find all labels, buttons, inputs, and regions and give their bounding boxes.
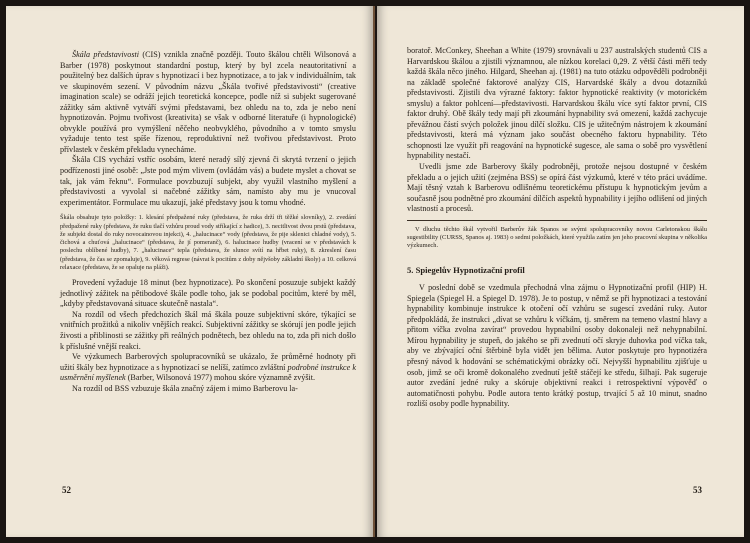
scale-items-small-print: Škála obsahuje tyto položky: 1. klesání předpažené ruky (představa, že ruka drží tři těžké slovníky), 2. zvedání předpažené ruky (představa, že ruku tlačí vzhůru proud vody stříkající z hadice), 3. necitlivost dvou prstů (představa, že subjekt dostal do ruky novocainovou injekci), 4. „halucinace“ vody (představa, že pije sklenici chladné vody), 5. čichová a chuťová „halucinace“ (představa, že jí pomeranč), 6. halucinace hudby (vracení se v představách k poslechu oblíbené hudby), 7. „halucinace“ tepla (představa, že slunce svítí na hřbet ruky), 8. zkreslení času (představa, že čas se zpomaluje), 9. věková regrese (návrat k pocitům z doby nějvšoby základní školy) a 10. celková relaxace (představa, že se opaluje na pláži).: [60, 214, 356, 271]
italic-term: Škála představivosti: [72, 50, 139, 59]
book-spread: [6, 6, 744, 537]
right-paragraph-3: V poslední době se vzedmula přechodná vlna zájmu o Hypnotizační profil (HIP) H. Spiegela (Spiegel H. a Spiegel D. 1978). Je to postup, v němž se při hypnotizaci a testování hypnability kombinuje instrukce k otočení očí vzhůru se sugescí zvedání ruky. Autor předpokládá, že instrukci „dívat se vzhůru k víčkám, tj. směrem na temeno vlastní hlavy a přitom víčka zvolna zavírat“ provedou hypnabilní osoby dokonaleji než nehypnabilní. Mírou hypnability je stupeň, do jakého se při zvednutí očí skryje duhovka pod víčka tak, aby ve zbývající oční štěrbině byla vidět jen bělima. Autor poskytuje pro hypnotizéra přesný návod k hodování se schématickými obrázky očí. Nejvyšší hypnabilitu zjišťuje u osob, jimž se oči kromě dokonalého zvednutí ještě stáčejí ke středu, šilhají. Pak sugeruje autor zvedání jedné ruky a skóruje objektivní reakci i retrospektivní výpověď o automatičnosti pohybu. Podle autora tento krátký postup, trvající 5 až 10 minut, snadno rozliší osoby podle hypnability.: [407, 283, 707, 409]
left-paragraph-4: Na rozdíl od všech předchozích škál má škála pouze subjektivní skóre, týkající se vnitřních prožitků a nikoliv vnějších reakcí. Subjektivní zážitky se skórují jen podle jejich živosti a přiblinosti se zážitky při reálných podnětech, bez ohledu na to, zda při nich došlo k příslušné vnější reakci.: [60, 309, 356, 351]
page-number: 52: [62, 485, 71, 495]
right-paragraph-2: Uvedli jsme zde Barberovy škály podrobněji, protože nejsou dostupné v českém překladu a o jejich užití (zejména BSS) se opírá část výzkumů, které v této práci uvádíme. Mají těsný vztah k Barberovu odlišnému teoretickému přístupu k hypnotickým jevům a současně jsou podnětné pro zkoumání dílčích aspektů hypnability i jejího odlišení od jiných vlastností a procesů.: [407, 162, 707, 214]
section-heading: 5. Spiegelův Hypnotizační profil: [407, 264, 525, 275]
paragraph-text: (Barber, Wilsonová 1977) mohou skóre významně zvýšit.: [125, 373, 316, 383]
left-paragraph-3: Provedení vyžaduje 18 minut (bez hypnotizace). Po skončení posuzuje subjekt každý jednotlivý zážitek na pětibodové škále podle toho, jak se podobal pocitům, které by měl, „kdyby představovaná situace skutečně nastala“.: [60, 278, 356, 309]
paragraph-text: Ve výzkumech Barberových spolupracovníků se ukázalo, že průměrné hodnoty při užití škály bez hypnotizace a s hypnotizací se nelíší, zatímco zvláštní: [60, 352, 356, 372]
right-page: [377, 6, 744, 537]
left-page-text: [60, 50, 356, 394]
right-page-text: [407, 46, 707, 410]
italic-term: podrobné instrukce k usměrnění myšlenek: [60, 362, 356, 383]
paragraph-text: Škála CIS vychází vstříc osobám, které neradý sílý zjevná či skrytá tvrzení o jejich podřízenosti jiné osobě: „Jste pod mým vlivem (ovládám vás) a budete myslet a chovat se tak, jak vám řeknu“. Formulace povzbuzují subjekt, aby využil vlastního myšlení a představivosti a vyvolal si načebné zážitky sám, namísto aby mu je vnucoval experimentátor. Formulace mu ukazují, jaké představy jsou k tomu vhodné.: [60, 155, 356, 207]
paragraph-text: (CIS) vznikla značně později. Touto škálou chtěli Wilsonová a Barber (1978) poskytnout standardní postup, který by byl zcela neautoritativní a použitelný bez dalších úprav s hypnotizací i bez hypnotizace, a to jak v individuálním, tak ve skupinovém sezení. V původním názvu „Škála tvořivé představivosti“ (creative imagination scale) se odráží jejich teoretická koncepce, podle níž si subjekt sugerované zážitky sám aktivně vytváří svými představami, bez ohledu na to, zda je nebo není hypnotizován. Pojmu tvořivost (kreativita) se však v odborné literatuře (i hypnologické) obvykle používá pro vymýšlení něčeho neobvyklého, původního a v tomto smyslu vyžaduje tento test spíše řízenou, reproduktivní než tvořivou představivost. Proto přívlastek v českém překladu vynecháme.: [60, 50, 356, 154]
left-page: [6, 6, 373, 537]
footnote-rule: [407, 220, 707, 221]
right-paragraph-1: boratoř. McConkey, Sheehan a White (1979) srovnávali u 237 australských studentů CIS a Harvardskou škálou a zjistili významnou, ale nízkou korelaci 0,29. Z větší části měří tedy každá škála něco jiného. Hilgard, Sheehan aj. (1981) na tuto otázku odpověděli podrobněji na základě společné faktorové analýzy CIS, Harvardské škály a dvou dotazníků představivosti. Zjistili dva výrazné faktory: faktor hypnotické reaktivity (v motorickém smyslu) a faktor pohlcení—představivosti. Harvardskou škálu více sytí faktor první, CIS faktor druhý. Obě škály tedy mají při zkoumání hypnability svá omezení, každá zachycuje převážnou částí svých položek jinou dílčí složku. CIS je užitečným nástrojem k zkoumání představivosti, která má význam jako součást obecného faktoru hypnability. Této schopnosti lze využít při reagování na hypnotické sugesce, ale sama o sobě pro vysvětlení hypnability nestačí.: [407, 46, 707, 161]
left-paragraph-1: [60, 50, 356, 155]
page-number: 53: [693, 485, 702, 495]
left-paragraph-2: [60, 155, 356, 208]
footnote: V dluchu těchto škál vytvořil Barberův žák Spanos se svými spolupracovníky novou Carletonskou škálu sugestibility (CURSS, Spanos aj. 1983) o sedmi položkách, které využila zatím jen jeho pracovní skupina v několika výzkumech.: [407, 225, 707, 250]
left-paragraph-5: [60, 352, 356, 384]
left-paragraph-6: Na rozdíl od BSS vzbuzuje škála značný zájem i mimo Barberovu la-: [72, 383, 298, 393]
